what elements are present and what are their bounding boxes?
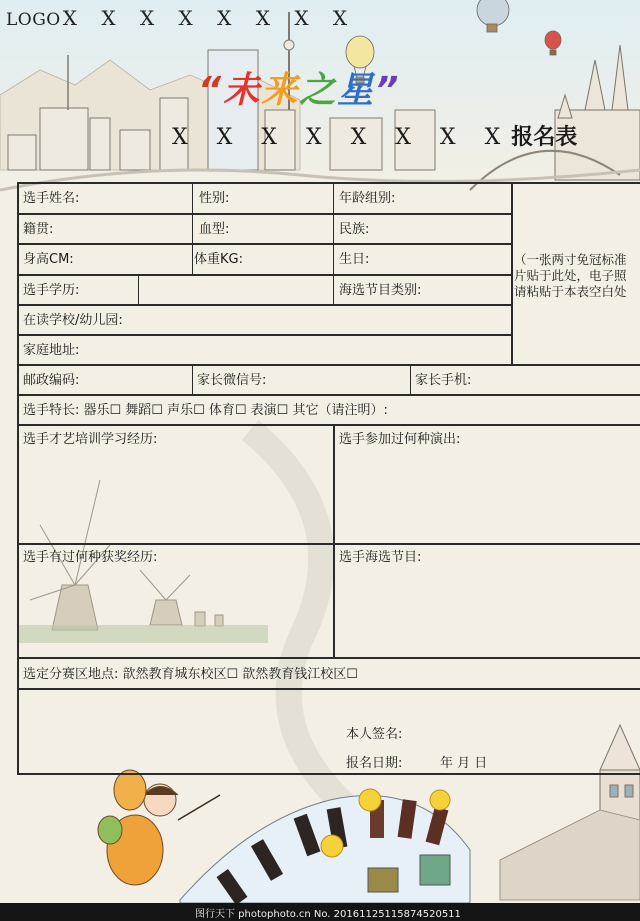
label-contestant-name: 选手姓名: bbox=[23, 191, 80, 206]
label-native-place: 籍贯: bbox=[23, 222, 54, 237]
label-parent-phone: 家长手机: bbox=[415, 373, 472, 388]
subtitle-placeholder: X X X X X X X X bbox=[172, 125, 512, 150]
label-parent-wechat: 家长微信号: bbox=[197, 373, 267, 388]
title-char-3: 之 bbox=[299, 70, 338, 111]
table-rule bbox=[17, 182, 640, 184]
label-training-experience: 选手才艺培训学习经历: bbox=[23, 432, 158, 447]
table-rule bbox=[17, 334, 512, 336]
label-venue: 选定分赛区地点: 歆然教育城东校区☐ 歆然教育钱江校区☐ bbox=[23, 667, 358, 682]
label-postal-code: 邮政编码: bbox=[23, 373, 80, 388]
table-rule bbox=[17, 182, 19, 775]
table-rule bbox=[17, 243, 512, 245]
title-open-quote: “ bbox=[198, 70, 224, 111]
table-rule bbox=[333, 182, 334, 304]
label-blood-type: 血型: bbox=[199, 222, 230, 237]
subtitle-suffix: 报名表 bbox=[511, 125, 578, 150]
label-audition-category: 海选节目类别: bbox=[339, 283, 422, 298]
table-rule bbox=[138, 274, 139, 304]
table-rule bbox=[17, 274, 512, 276]
title-char-4: 星 bbox=[337, 70, 376, 111]
label-gender: 性别: bbox=[199, 191, 230, 206]
label-age-group: 年龄组别: bbox=[339, 191, 396, 206]
title-close-quote: ” bbox=[375, 70, 401, 111]
table-rule bbox=[17, 213, 512, 215]
label-ethnicity: 民族: bbox=[339, 222, 370, 237]
table-rule bbox=[17, 773, 640, 775]
photo-note-line: 片贴于此处，电子照 bbox=[514, 268, 627, 283]
table-rule bbox=[17, 688, 640, 690]
table-rule bbox=[17, 394, 640, 396]
table-rule bbox=[17, 424, 640, 426]
table-rule bbox=[17, 543, 640, 545]
watermark-text: 图行天下 photophoto.cn No. 20161125115874520511 bbox=[195, 909, 461, 920]
table-rule bbox=[333, 424, 335, 658]
label-signature: 本人签名: bbox=[346, 727, 403, 742]
date-fields: 年 月 日 bbox=[440, 756, 488, 771]
label-school: 在读学校/幼儿园: bbox=[23, 313, 123, 328]
label-weight: 体重KG: bbox=[194, 252, 243, 267]
table-rule bbox=[17, 657, 640, 659]
table-rule bbox=[17, 304, 512, 306]
label-birthday: 生日: bbox=[339, 252, 370, 267]
logo-placeholder: X X X X X X X X bbox=[62, 6, 357, 30]
table-rule bbox=[192, 364, 193, 394]
label-date: 报名日期: bbox=[346, 756, 403, 771]
photo-placement-note bbox=[514, 252, 627, 300]
table-rule bbox=[410, 364, 411, 394]
label-home-address: 家庭地址: bbox=[23, 343, 80, 358]
table-rule bbox=[511, 182, 513, 365]
label-performances: 选手参加过何种演出: bbox=[339, 432, 461, 447]
label-specialty: 选手特长: 器乐☐ 舞蹈☐ 声乐☐ 体育☐ 表演☐ 其它（请注明）: bbox=[23, 403, 388, 418]
photo-note-line: 请粘贴于本表空白处 bbox=[514, 284, 627, 299]
label-height: 身高CM: bbox=[23, 252, 74, 267]
title-char-1: 未 bbox=[223, 70, 262, 111]
title-char-2: 来 bbox=[261, 70, 300, 111]
logo-text: LOGO bbox=[6, 10, 61, 30]
label-awards: 选手有过何种获奖经历: bbox=[23, 550, 158, 565]
label-audition-program: 选手海选节目: bbox=[339, 550, 422, 565]
label-education: 选手学历: bbox=[23, 283, 80, 298]
table-rule bbox=[17, 364, 640, 366]
photo-note-line: （一张两寸免冠标准 bbox=[514, 252, 627, 267]
table-rule bbox=[192, 182, 193, 274]
